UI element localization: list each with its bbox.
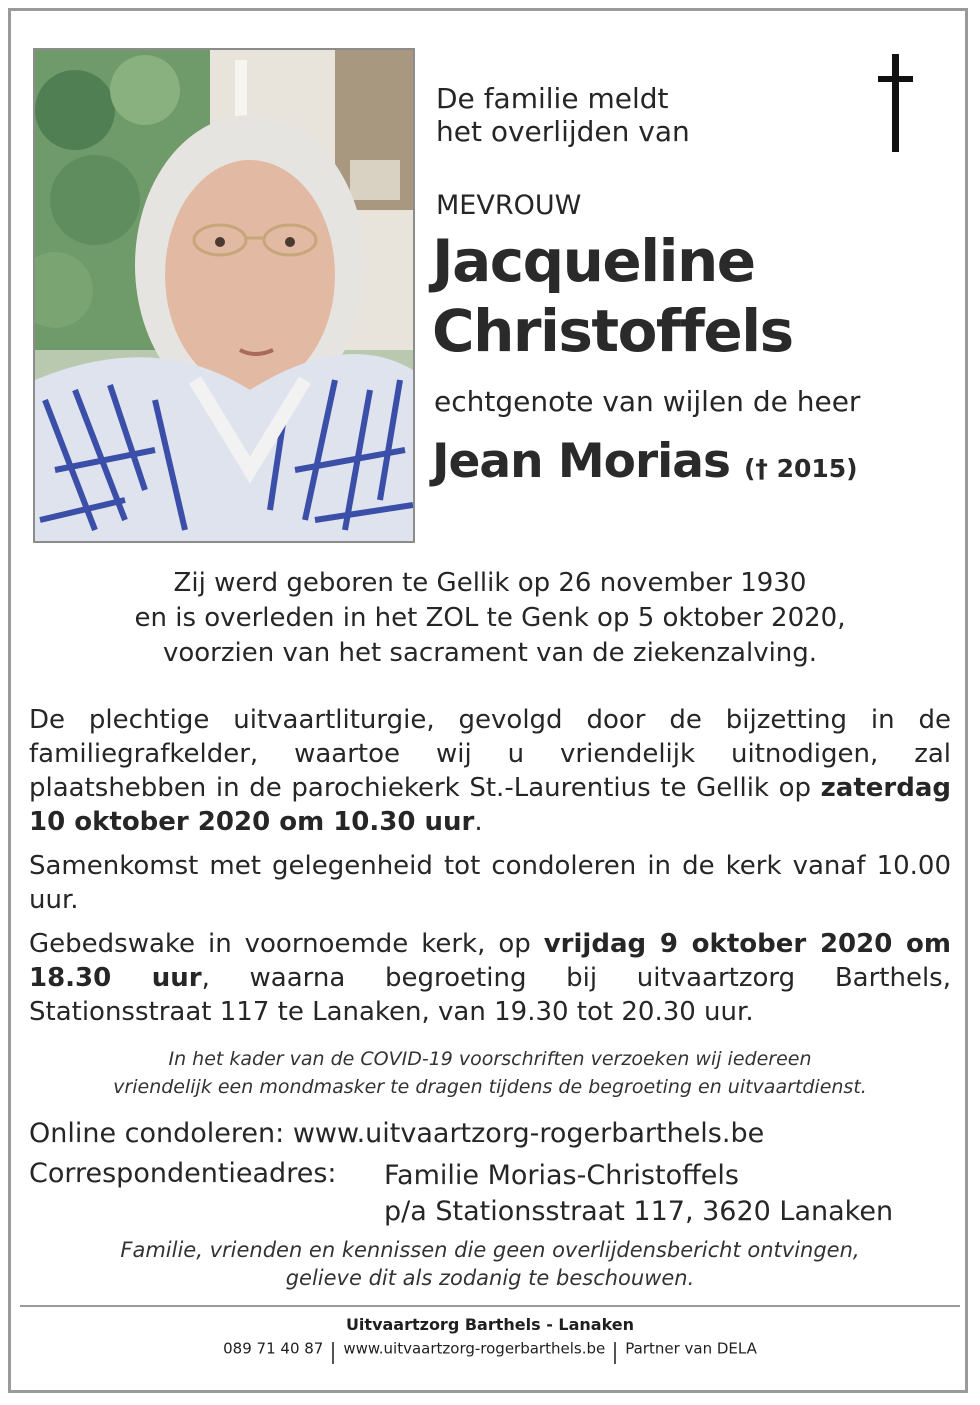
ceremony-text: De plechtige uitvaartliturgie, gevolgd door de bijzetting in de familiegrafkelder, waartoe wij u vriendelijk uitnodigen, zal plaatshebben in de parochiekerk St.-Laurentius te Gellik op bbox=[29, 705, 951, 803]
deceased-last-name: Christoffels bbox=[432, 297, 793, 365]
announcement-intro bbox=[436, 82, 690, 148]
footer-separator bbox=[614, 1342, 616, 1364]
footer-separator bbox=[332, 1342, 334, 1364]
birth-death-info bbox=[0, 566, 980, 671]
covid-line-2: vriendelijk een mondmasker te dragen tijdens de begroeting en uitvaartdienst. bbox=[113, 1076, 867, 1098]
portrait-illustration bbox=[35, 50, 413, 541]
ceremony-date: zaterdag 10 oktober 2020 om 10.30 uur bbox=[29, 773, 952, 837]
correspondence-label: Correspondentieadres: bbox=[29, 1158, 337, 1189]
deceased-first-name: Jacqueline bbox=[432, 227, 755, 295]
intro-line-2: het overlijden van bbox=[436, 115, 690, 148]
wake-paragraph bbox=[29, 927, 951, 1029]
footer-divider bbox=[20, 1305, 960, 1307]
portrait-photo bbox=[33, 48, 415, 543]
online-condolence: Online condoleren: www.uitvaartzorg-rogerbarthels.be bbox=[29, 1118, 765, 1149]
intro-line-1: De familie meldt bbox=[436, 82, 669, 115]
wake-date: vrijdag 9 oktober 2020 om 18.30 uur bbox=[29, 929, 952, 993]
deceased-name bbox=[432, 226, 793, 366]
footer-phone: 089 71 40 87 bbox=[223, 1339, 324, 1358]
birth-line-2: en is overleden in het ZOL te Genk op 5 oktober 2020, bbox=[134, 603, 846, 633]
cross-icon bbox=[876, 54, 916, 154]
covid-notice bbox=[0, 1045, 980, 1101]
wake-text-after: , waarna begroeting bij uitvaartzorg Barthels, Stationsstraat 117 te Lanaken, van 19.30 tot 20.30 uur. bbox=[29, 963, 951, 1027]
footer-partner: Partner van DELA bbox=[625, 1339, 757, 1358]
gathering-paragraph: Samenkomst met gelegenheid tot condoleren in de kerk vanaf 10.00 uur. bbox=[29, 851, 951, 915]
footer-info bbox=[0, 1338, 980, 1360]
correspondence-address bbox=[384, 1158, 893, 1230]
correspondence-line-1: Familie Morias-Christoffels bbox=[384, 1160, 739, 1191]
footer-title: Uitvaartzorg Barthels - Lanaken bbox=[345, 1315, 635, 1334]
ceremony-end: . bbox=[474, 807, 483, 837]
covid-line-1: In het kader van de COVID-19 voorschriften verzoeken wij iedereen bbox=[168, 1048, 812, 1070]
birth-line-1: Zij werd geboren te Gellik op 26 november 1930 bbox=[173, 568, 807, 598]
ceremony-paragraph bbox=[29, 703, 951, 839]
family-notice bbox=[0, 1236, 980, 1292]
footer-website: www.uitvaartzorg-rogerbarthels.be bbox=[343, 1339, 606, 1358]
correspondence-line-2: p/a Stationsstraat 117, 3620 Lanaken bbox=[384, 1196, 894, 1227]
notice-line-2: gelieve dit als zodanig te beschouwen. bbox=[285, 1266, 695, 1290]
spouse-intro: echtgenote van wijlen de heer bbox=[434, 385, 861, 418]
spouse-death-year: († 2015) bbox=[743, 454, 858, 483]
spouse-line bbox=[432, 434, 858, 489]
spouse-name: Jean Morias bbox=[432, 434, 730, 489]
wake-text-before: Gebedswake in voornoemde kerk, op bbox=[29, 929, 531, 959]
notice-line-1: Familie, vrienden en kennissen die geen overlijdensbericht ontvingen, bbox=[120, 1238, 860, 1262]
birth-line-3: voorzien van het sacrament van de ziekenzalving. bbox=[162, 638, 818, 668]
deceased-title: MEVROUW bbox=[436, 190, 582, 221]
